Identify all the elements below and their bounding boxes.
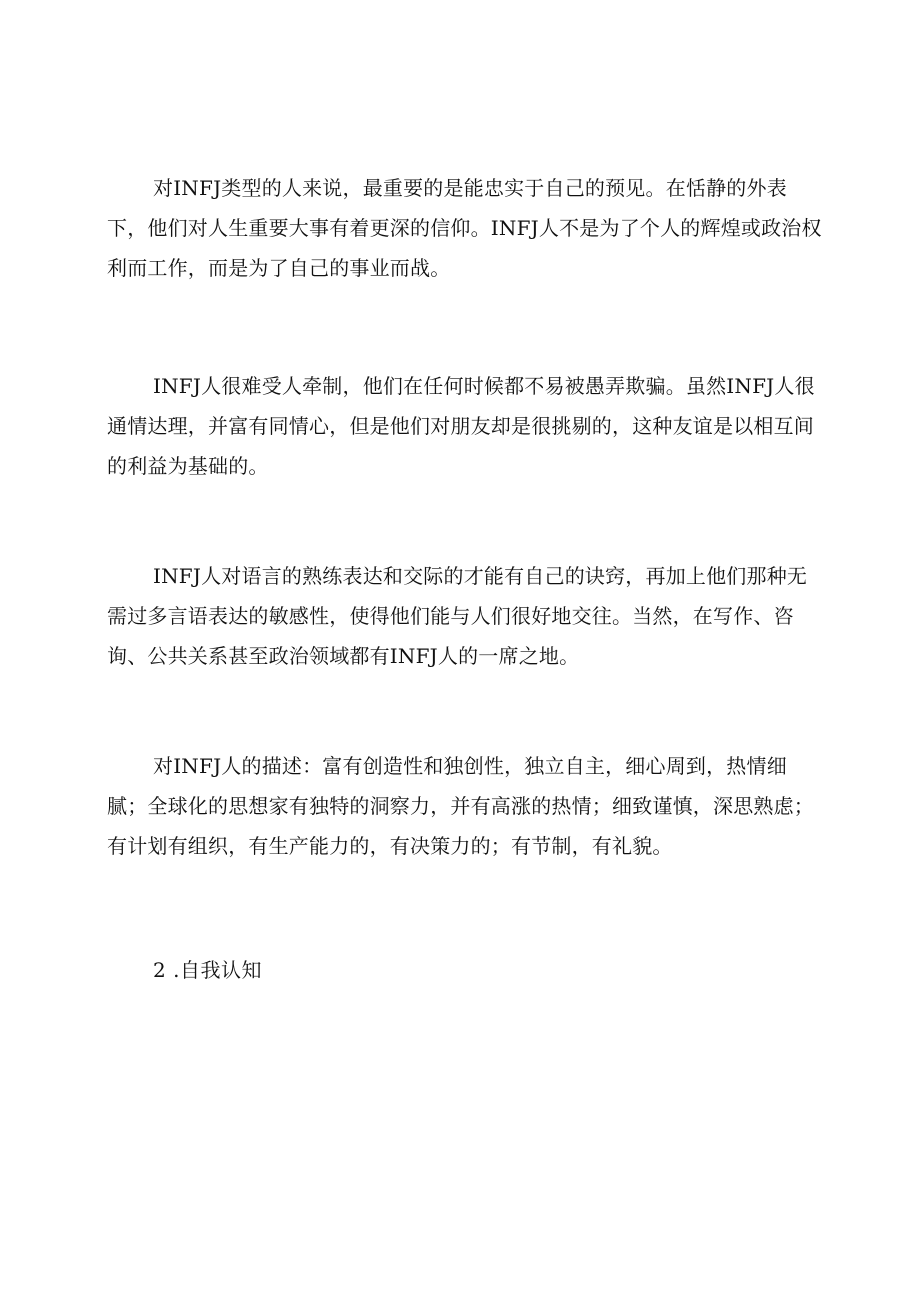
paragraph-infj-friendship: INFJ人很难受人牵制，他们在任何时候都不易被愚弄欺骗。虽然INFJ人很通情达理，并富有同情心，但是他们对朋友却是很挑剔的，这种友谊是以相互间的利益为基础的。 [107,374,815,478]
paragraph-infj-communication: INFJ人对语言的熟练表达和交际的才能有自己的诀窍，再加上他们那种无需过多言语表达的敏感性，使得他们能与人们很好地交往。当然，在写作、咨询、公共关系甚至政治领域都有INFJ人的一席之地。 [107,564,808,668]
paragraph-infj-description: 对INFJ人的描述：富有创造性和独创性，独立自主，细心周到，热情细腻；全球化的思想家有独特的洞察力，并有高涨的热情；细致谨慎，深思熟虑；有计划有组织，有生产能力的，有决策力的；有节制，有礼貌。 [107,754,814,858]
paragraph-infj-vision: 对INFJ类型的人来说，最重要的是能忠实于自己的预见。在恬静的外表下，他们对人生重要大事有着更深的信仰。INFJ人不是为了个人的辉煌或政治权利而工作，而是为了自己的事业而战。 [107,176,822,280]
section-heading-self-awareness: 2 .自我认知 [153,958,262,982]
